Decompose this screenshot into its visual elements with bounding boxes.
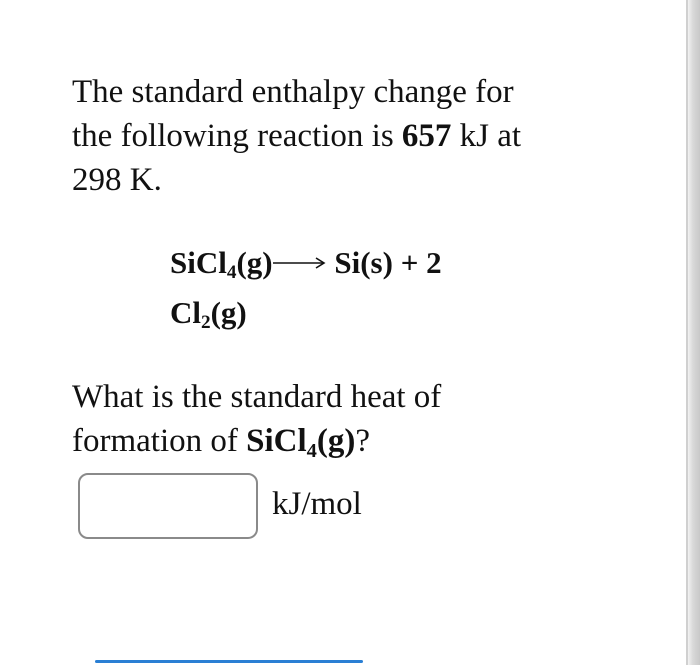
product-2-subscript: 2 <box>201 312 211 334</box>
enthalpy-value: 657 <box>401 118 452 154</box>
question-line-2-pre: the following reaction is <box>72 118 402 154</box>
question-line-1: The standard enthalpy change for <box>72 74 514 110</box>
prompt-compound-state: (g) <box>316 423 356 459</box>
question-line-3: 298 K. <box>72 162 162 198</box>
prompt-compound-subscript: 4 <box>306 439 317 462</box>
answer-row <box>78 473 362 539</box>
reactant-formula <box>170 245 273 284</box>
answer-input[interactable] <box>78 473 258 539</box>
product-2-base: Cl <box>170 295 201 330</box>
prompt-text <box>72 375 592 463</box>
answer-unit: kJ/mol <box>272 486 362 522</box>
reactant-base: SiCl <box>170 245 227 280</box>
product-1: Si(s) + 2 <box>334 245 442 280</box>
reaction-arrow-icon <box>273 253 327 273</box>
product-2-formula <box>170 295 247 334</box>
reactant-subscript: 4 <box>226 262 237 284</box>
prompt-line-1: What is the standard heat of <box>72 379 442 415</box>
product-2-state: (g) <box>210 295 247 330</box>
bottom-bar <box>95 660 363 663</box>
reaction-equation <box>170 238 530 338</box>
question-line-2-post: kJ at <box>451 118 522 154</box>
prompt-line-2-pre: formation of <box>72 423 247 459</box>
prompt-compound <box>246 423 356 462</box>
reactant-state: (g) <box>236 245 273 280</box>
prompt-compound-base: SiCl <box>246 423 307 459</box>
scrollbar-track[interactable] <box>688 0 700 665</box>
prompt-line-2-post: ? <box>355 423 371 459</box>
question-text <box>72 70 592 202</box>
